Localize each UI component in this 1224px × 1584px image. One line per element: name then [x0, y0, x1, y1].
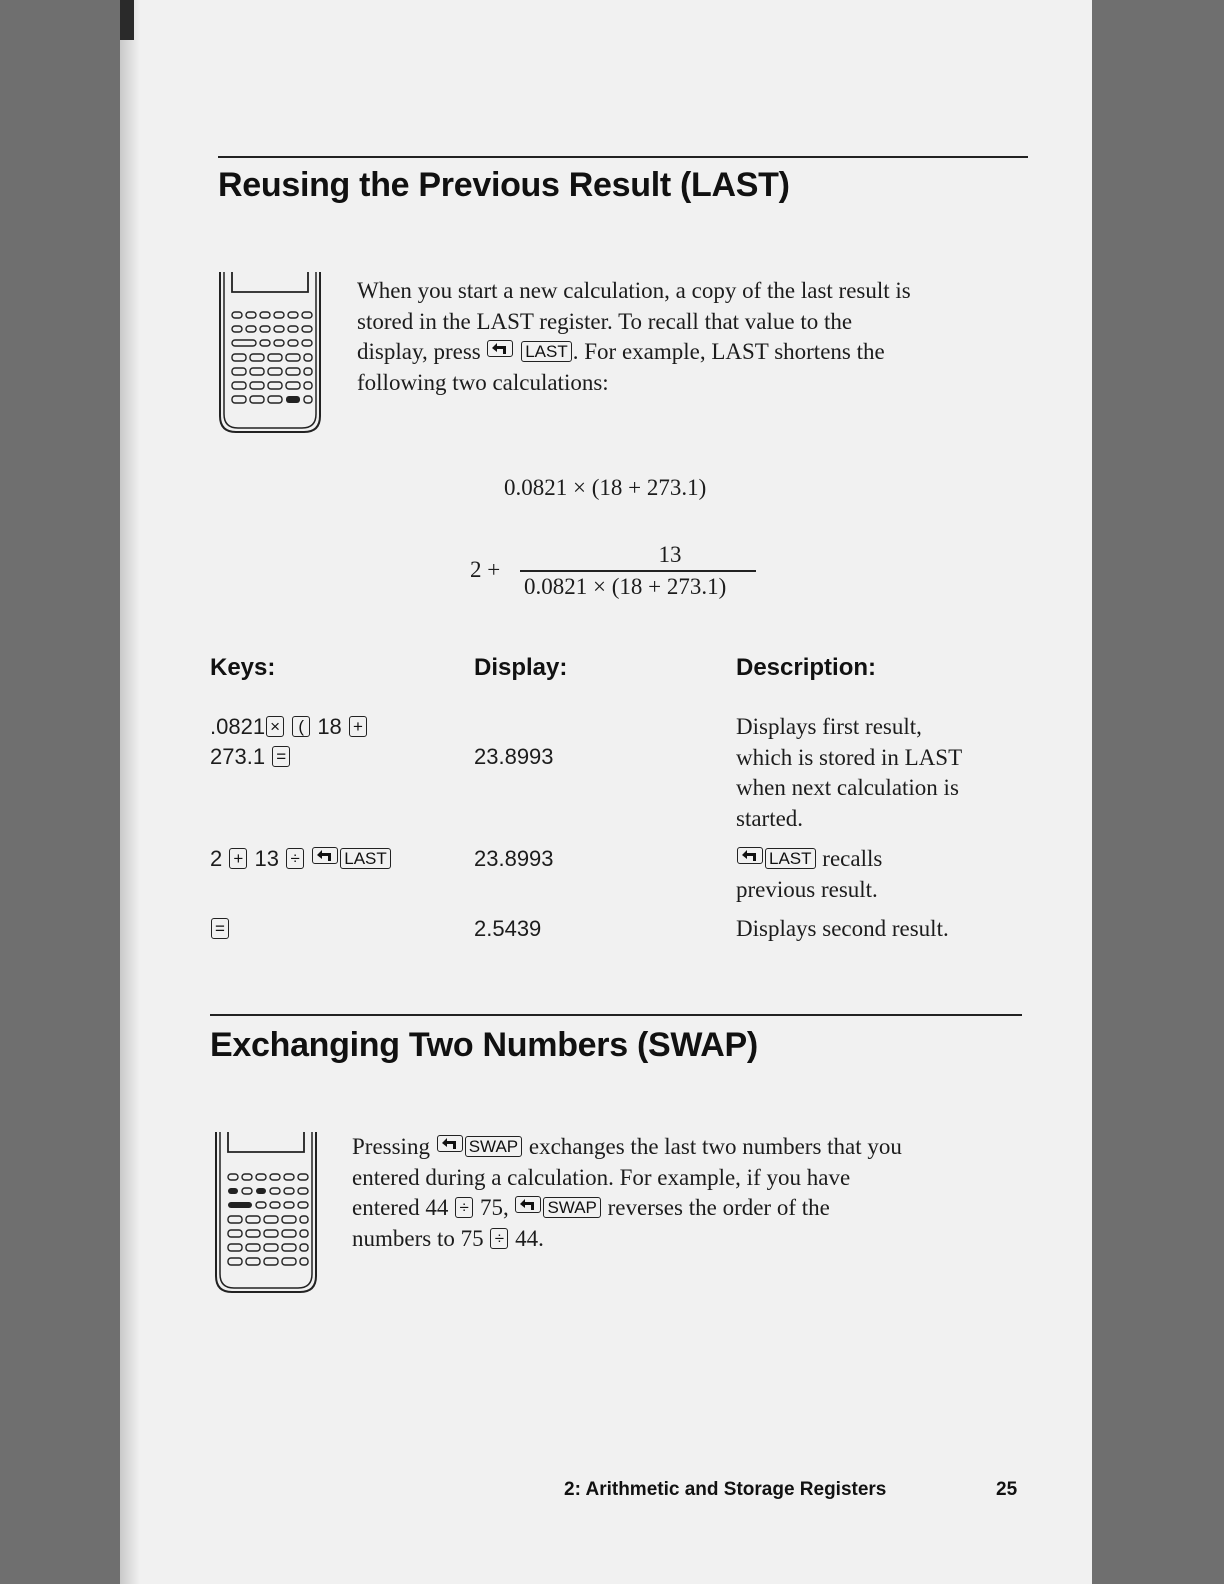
divide-key: ÷	[455, 1197, 473, 1218]
swap-line-1b: exchanges the last two numbers that you	[528, 1134, 902, 1159]
shift-left-key-icon	[487, 340, 513, 357]
plus-key: +	[349, 716, 367, 737]
swap-paragraph	[352, 1132, 902, 1254]
intro-paragraph-last	[357, 276, 911, 398]
row3-display: 2.5439	[474, 916, 542, 941]
swap-line-3	[352, 1193, 902, 1224]
shift-left-key-icon	[515, 1196, 541, 1213]
swap-line-1a: Pressing	[352, 1134, 430, 1159]
swap-line-2: entered during a calculation. For example, if you have	[352, 1164, 851, 1190]
row1-desc-line2: which is stored in LAST	[736, 744, 963, 770]
multiply-key: ×	[266, 716, 284, 737]
calculator-icon	[212, 1130, 320, 1296]
row1-description	[736, 712, 962, 834]
row2-key-value-b: 13	[254, 846, 279, 871]
row3-keys	[210, 916, 230, 942]
section-title-last: Reusing the Previous Result (LAST)	[218, 166, 790, 204]
shift-left-key-icon	[312, 847, 338, 864]
row2-display: 23.8993	[474, 846, 554, 871]
page-binding-shadow	[120, 0, 140, 1584]
last-key: LAST	[340, 848, 391, 869]
section-title-swap: Exchanging Two Numbers (SWAP)	[210, 1026, 758, 1064]
swap-line-3a: entered 44	[352, 1195, 449, 1220]
last-key: LAST	[765, 848, 816, 869]
calculator-icon	[216, 270, 324, 436]
row1-key-value-c: 273.1	[210, 744, 266, 769]
row2-desc-line2: previous result.	[736, 876, 878, 902]
equals-key: =	[272, 746, 290, 767]
swap-line-4a: numbers to 75	[352, 1225, 484, 1251]
swap-line-4b: 44.	[515, 1225, 544, 1251]
header-description: Description:	[736, 654, 877, 681]
manual-page	[120, 0, 1092, 1584]
footer-chapter: 2: Arithmetic and Storage Registers	[564, 1479, 887, 1500]
fraction-bar	[520, 570, 756, 572]
row1-keys-line2	[210, 744, 291, 770]
row2-desc-text: recalls	[822, 846, 883, 871]
shift-left-key-icon	[437, 1135, 463, 1152]
plus-key: +	[229, 848, 247, 869]
section-rule-last	[218, 156, 1028, 158]
row3-description: Displays second result.	[736, 916, 949, 941]
row2-desc-line1	[736, 844, 882, 875]
row1-desc-line4: started.	[736, 805, 804, 831]
header-keys: Keys:	[210, 654, 276, 681]
last-key: LAST	[521, 341, 572, 362]
row2-keys	[210, 846, 392, 872]
divide-key: ÷	[286, 848, 304, 869]
swap-line-3b: 75,	[479, 1195, 509, 1220]
formula-1: 0.0821 × (18 + 273.1)	[504, 475, 707, 500]
row1-desc-line1: Displays first result,	[736, 714, 922, 739]
swap-line-4	[352, 1224, 902, 1255]
intro-line-4: following two calculations:	[357, 369, 609, 395]
intro-line-3b: . For example, LAST shortens the	[572, 339, 885, 364]
intro-line-3a: display, press	[357, 339, 481, 364]
equals-key: =	[211, 918, 229, 939]
section-rule-swap	[210, 1014, 1022, 1016]
swap-key: SWAP	[465, 1136, 522, 1157]
header-display: Display:	[474, 654, 568, 681]
shift-left-key-icon	[737, 847, 763, 864]
row2-description	[736, 844, 882, 905]
row1-key-value-a: .0821	[210, 714, 266, 739]
swap-line-1	[352, 1132, 902, 1163]
intro-line-1: When you start a new calculation, a copy of the last result is	[357, 278, 911, 303]
formula-2-numerator: 13	[658, 542, 682, 567]
row2-key-value-a: 2	[210, 846, 223, 871]
row1-keys-line1	[210, 714, 368, 740]
page-corner-shadow	[120, 0, 134, 40]
row1-desc-line3: when next calculation is	[736, 775, 959, 800]
swap-key: SWAP	[543, 1197, 600, 1218]
intro-line-2: stored in the LAST register. To recall that value to the	[357, 308, 853, 334]
row1-display: 23.8993	[474, 744, 554, 769]
swap-line-3c: reverses the order of the	[607, 1195, 830, 1220]
intro-line-3	[357, 337, 911, 368]
formula-2-prefix: 2 +	[470, 557, 501, 582]
divide-key: ÷	[490, 1228, 508, 1249]
row1-key-value-b: 18	[317, 714, 342, 739]
formula-2-denominator: 0.0821 × (18 + 273.1)	[524, 574, 727, 599]
open-paren-key: (	[292, 716, 310, 737]
footer-page-number: 25	[996, 1479, 1018, 1500]
